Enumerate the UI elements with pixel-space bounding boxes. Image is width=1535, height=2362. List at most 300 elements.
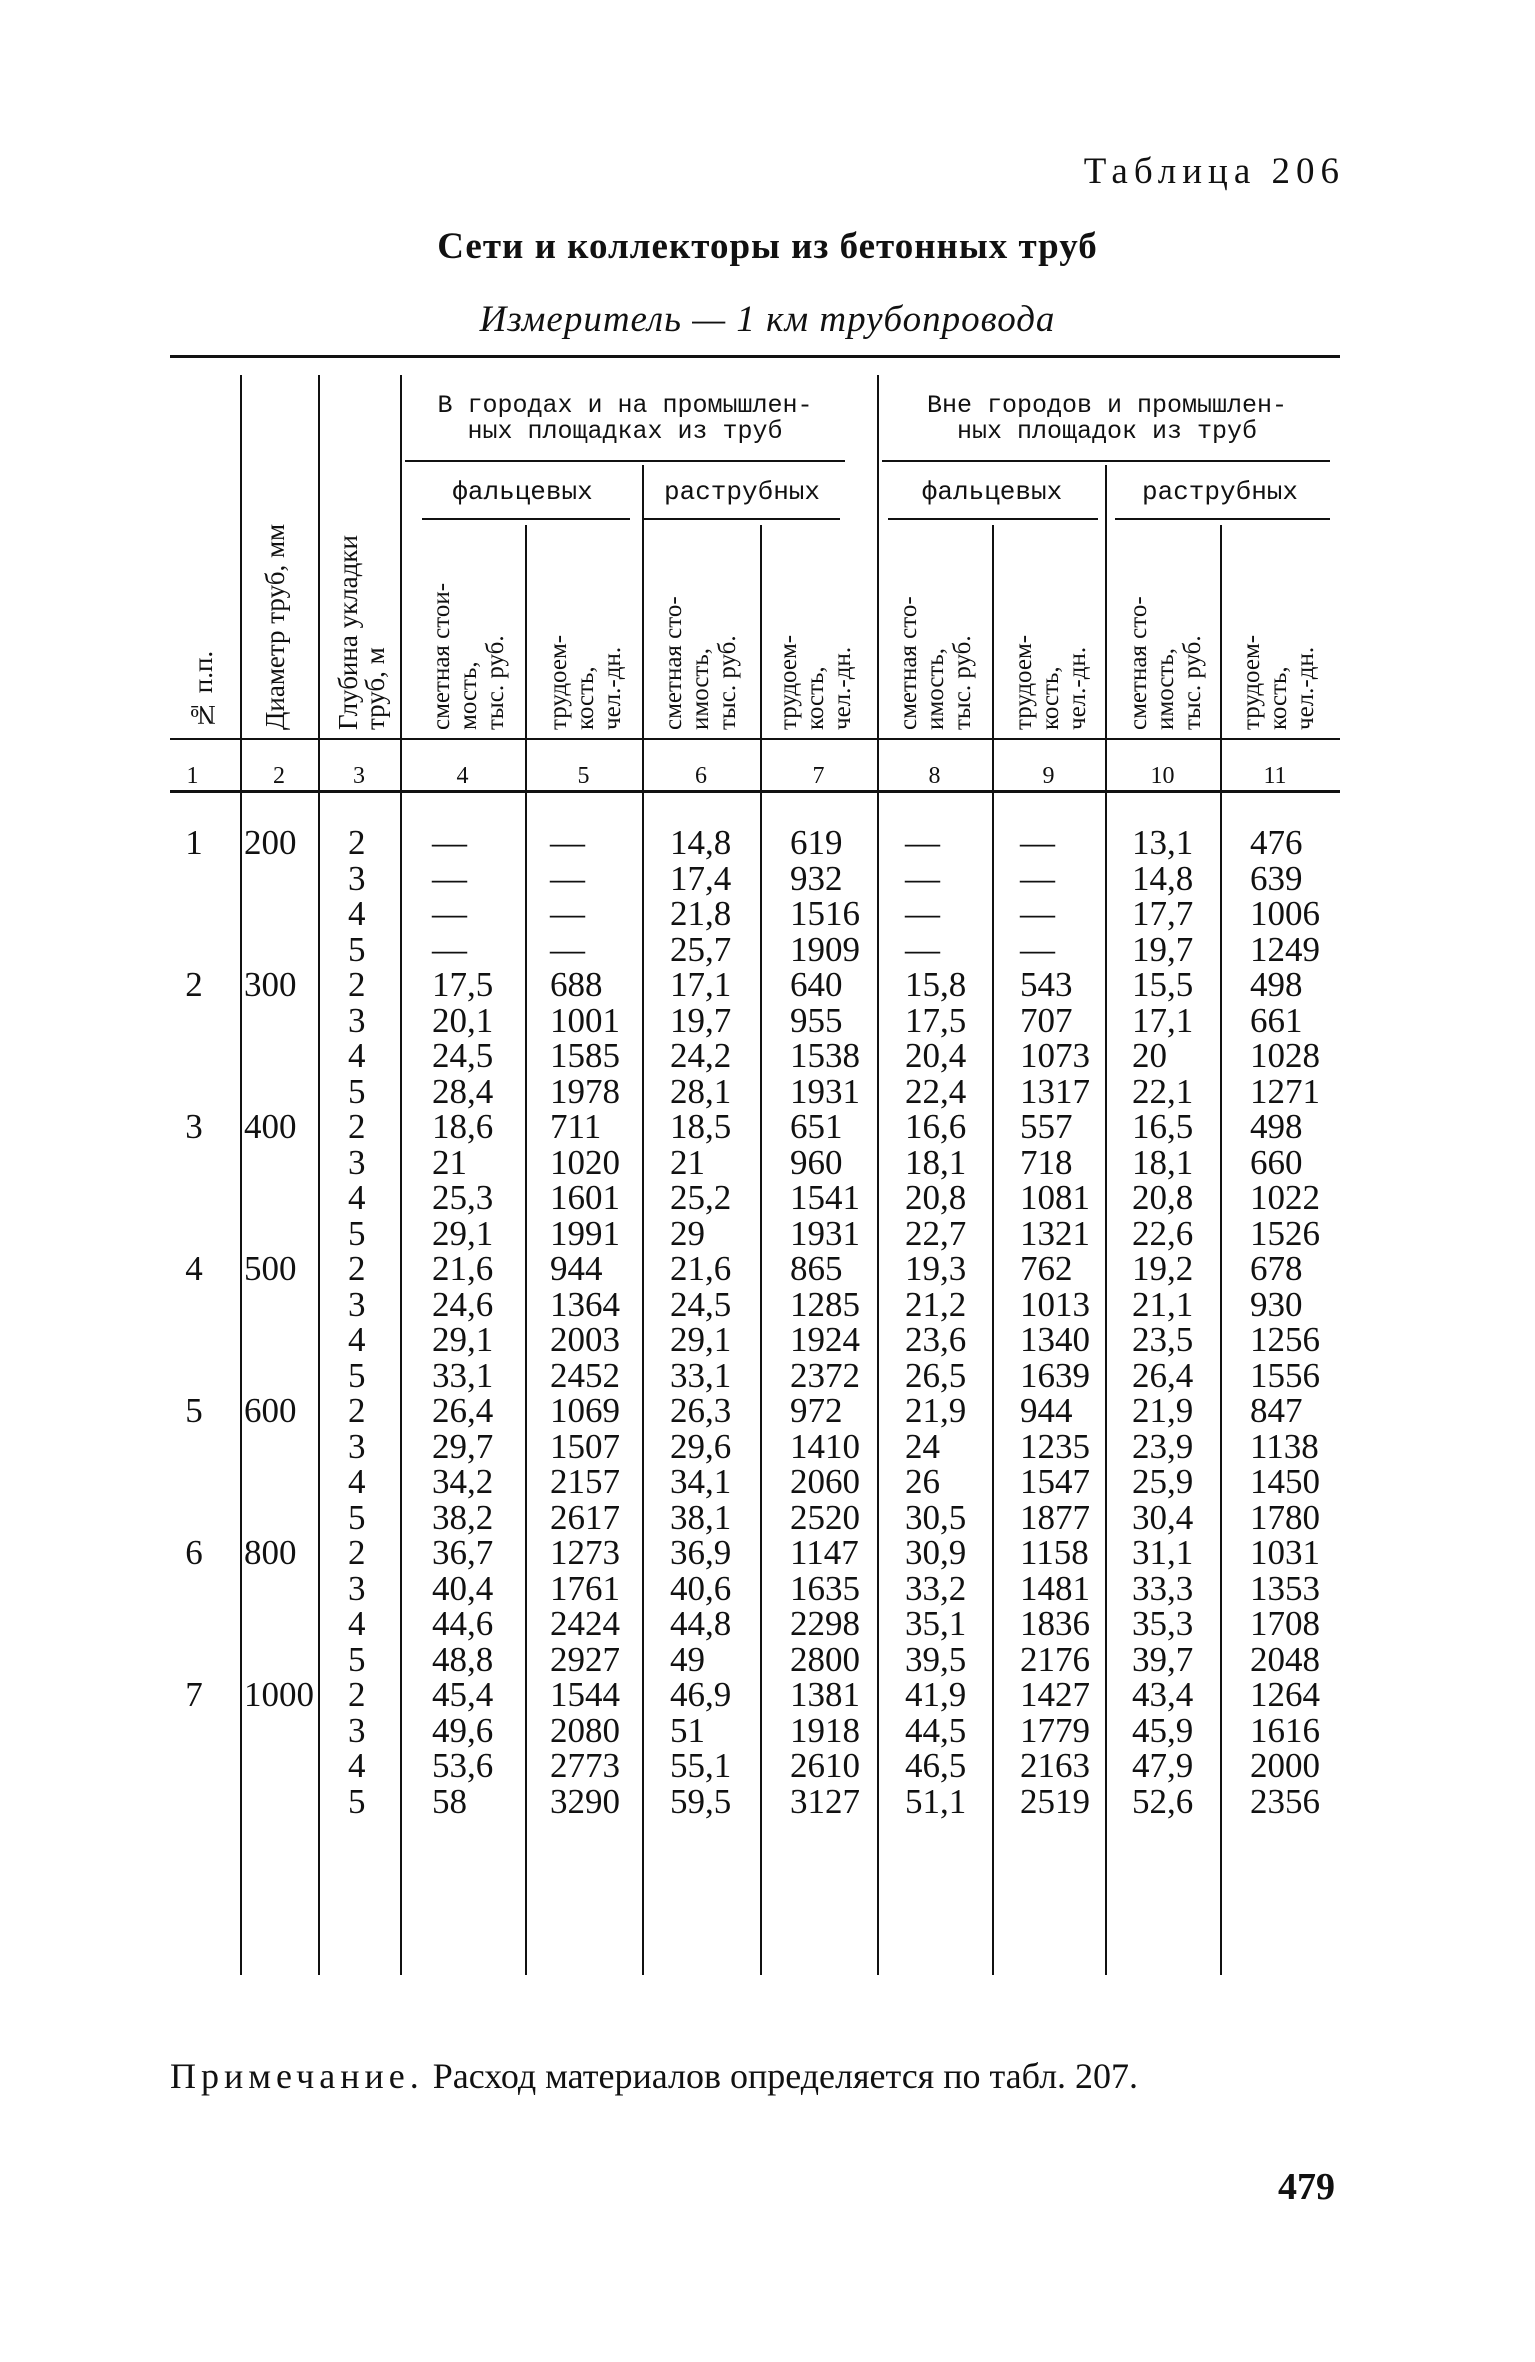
cell-c10: 19,2 [1132, 1249, 1194, 1288]
note-lead: Примечание. [170, 2056, 424, 2096]
cell-diameter [244, 1038, 314, 1074]
cell-c7: 1410 [790, 1426, 860, 1466]
cell-c6: 51 [670, 1710, 705, 1750]
cell-c11: 1138 [1250, 1426, 1319, 1466]
cell-diameter [244, 1500, 314, 1536]
cell-num [170, 1358, 218, 1394]
cell-c10: 16,5 [1132, 1107, 1194, 1146]
cell-c11: 1780 [1250, 1497, 1320, 1537]
cell-c5: 2003 [550, 1320, 620, 1359]
cell-c6: 14,8 [670, 823, 732, 862]
cell-diameter [244, 1322, 314, 1358]
cell-c10: 20 [1132, 1036, 1167, 1075]
cell-c10: 14,8 [1132, 858, 1194, 898]
cell-c9: 1427 [1020, 1675, 1090, 1714]
subgroup-rule-1 [422, 518, 630, 520]
cell-c5: — [550, 823, 585, 862]
cell-diameter [244, 1074, 314, 1110]
cell-num [170, 1571, 218, 1607]
table-label: Таблица 206 [1083, 151, 1345, 192]
cell-c4: 18,6 [432, 1107, 494, 1146]
cell-c10: 33,3 [1132, 1568, 1194, 1608]
cell-c10: 17,7 [1132, 894, 1194, 933]
cell-c8: 23,6 [905, 1320, 967, 1359]
cell-c9: 944 [1020, 1391, 1073, 1430]
cell-c4: 29,1 [432, 1320, 494, 1359]
cell-c7: 1381 [790, 1675, 860, 1714]
cell-num: 3 [185, 1107, 203, 1146]
cell-num [170, 1642, 218, 1678]
cell-c7: 1924 [790, 1320, 860, 1359]
cell-c4: 33,1 [432, 1355, 494, 1395]
colnum-9: 9 [1042, 763, 1055, 789]
cell-c4: 48,8 [432, 1639, 494, 1679]
cell-diameter [244, 1464, 314, 1500]
cell-c8: — [905, 929, 940, 969]
cell-num [170, 1216, 218, 1252]
cell-c5: — [550, 894, 585, 933]
cell-c11: 930 [1250, 1284, 1303, 1324]
cell-c5: 1069 [550, 1391, 620, 1430]
cell-c6: 33,1 [670, 1355, 732, 1395]
cell-c9: 1158 [1020, 1533, 1089, 1572]
cell-c10: 39,7 [1132, 1639, 1194, 1679]
cell-c11: 1006 [1250, 894, 1320, 933]
cell-diameter [244, 1358, 314, 1394]
cell-c5: 2424 [550, 1604, 620, 1643]
group-rule-right [882, 460, 1330, 462]
cell-c9: 1013 [1020, 1284, 1090, 1324]
cell-c8: 26,5 [905, 1355, 967, 1395]
cell-c4: 29,7 [432, 1426, 494, 1466]
cell-c4: 44,6 [432, 1604, 494, 1643]
cell-c5: 1507 [550, 1426, 620, 1466]
cell-c10: 18,1 [1132, 1142, 1194, 1182]
cell-c8: 19,3 [905, 1249, 967, 1288]
cell-c7: 932 [790, 858, 843, 898]
header-diameter: Диаметр труб, мм [260, 523, 290, 730]
cell-diameter [244, 1287, 314, 1323]
page-number: 479 [1278, 2166, 1335, 2208]
cell-c7: 1541 [790, 1178, 860, 1217]
vline-8 [992, 525, 994, 1975]
column-labor-7 [790, 825, 860, 1819]
cell-c5: 1544 [550, 1675, 620, 1714]
cell-c4: — [432, 858, 467, 898]
cell-depth: 4 [348, 1036, 366, 1075]
cell-c8: 35,1 [905, 1604, 967, 1643]
cell-c6: 44,8 [670, 1604, 732, 1643]
cell-depth: 3 [348, 1568, 366, 1608]
cell-num: 6 [185, 1533, 203, 1572]
cell-diameter: 800 [244, 1533, 297, 1572]
cell-num [170, 1322, 218, 1358]
cell-c7: 1918 [790, 1710, 860, 1750]
cell-c9: 1081 [1020, 1178, 1090, 1217]
colnum-5: 5 [577, 763, 590, 789]
cell-c7: 1635 [790, 1568, 860, 1608]
cell-depth: 4 [348, 1746, 366, 1785]
cell-c8: 30,5 [905, 1497, 967, 1537]
header-labor-9: трудоем- кость, чел.-дн. [1010, 634, 1091, 730]
cell-c9: 2519 [1020, 1781, 1090, 1821]
cell-c11: 1616 [1250, 1710, 1320, 1750]
cell-c5: 3290 [550, 1781, 620, 1821]
cell-c11: 476 [1250, 823, 1303, 862]
colnum-4: 4 [456, 763, 469, 789]
units-caption: Измеритель — 1 км трубопровода [479, 299, 1056, 340]
cell-c5: 2080 [550, 1710, 620, 1750]
cell-c5: 711 [550, 1107, 602, 1146]
cell-c11: 678 [1250, 1249, 1303, 1288]
cell-num [170, 1145, 218, 1181]
cell-depth: 4 [348, 1604, 366, 1643]
header-bottom-rule [170, 738, 1340, 740]
cell-c6: 25,2 [670, 1178, 732, 1217]
cell-diameter [244, 1571, 314, 1607]
cell-c11: 1264 [1250, 1675, 1320, 1714]
cell-c7: 2800 [790, 1639, 860, 1679]
cell-num [170, 1500, 218, 1536]
cell-c6: 17,1 [670, 965, 732, 1004]
cell-c11: 1353 [1250, 1568, 1320, 1608]
cell-num [170, 1429, 218, 1465]
vline-1 [240, 375, 242, 1975]
vline-6 [760, 525, 762, 1975]
cell-c10: 13,1 [1132, 823, 1194, 862]
header-labor-11: трудоем- кость, чел.-дн. [1238, 634, 1319, 730]
cell-depth: 5 [348, 1639, 366, 1679]
cell-depth: 2 [348, 1107, 366, 1146]
cell-c11: 639 [1250, 858, 1303, 898]
cell-diameter: 400 [244, 1107, 297, 1146]
cell-diameter: 1000 [244, 1675, 314, 1714]
cell-c5: 1601 [550, 1178, 620, 1217]
cell-num [170, 1713, 218, 1749]
cell-c4: 36,7 [432, 1533, 494, 1572]
cell-num: 2 [185, 965, 203, 1004]
cell-c7: 2298 [790, 1604, 860, 1643]
cell-c6: 29 [670, 1213, 705, 1253]
vline-7 [877, 375, 879, 1975]
cell-c11: 1028 [1250, 1036, 1320, 1075]
group-city: В городах и на промышлен- ных площадках из труб [437, 391, 813, 446]
column-cost-6 [670, 825, 731, 1819]
cell-diameter [244, 1145, 314, 1181]
cell-c10: 45,9 [1132, 1710, 1194, 1750]
cell-num [170, 1074, 218, 1110]
cell-depth: 3 [348, 858, 366, 898]
cell-c11: 1556 [1250, 1355, 1320, 1395]
cell-c7: 3127 [790, 1781, 860, 1821]
cell-num [170, 1606, 218, 1642]
cell-depth: 5 [348, 1497, 366, 1537]
cell-c7: 1516 [790, 894, 860, 933]
cell-c9: 1877 [1020, 1497, 1090, 1537]
colnum-3: 3 [353, 763, 365, 789]
cell-c10: 21,9 [1132, 1391, 1194, 1430]
cell-depth: 5 [348, 1071, 366, 1111]
cell-diameter: 200 [244, 823, 297, 862]
cell-c7: 651 [790, 1107, 843, 1146]
cell-depth: 3 [348, 1426, 366, 1466]
cell-c6: 24,5 [670, 1284, 732, 1324]
cell-c10: 22,1 [1132, 1071, 1194, 1111]
cell-num [170, 1464, 218, 1500]
colnum-10: 10 [1150, 763, 1175, 789]
cell-c9: 718 [1020, 1142, 1073, 1182]
cell-c6: 28,1 [670, 1071, 732, 1111]
cell-c4: 28,4 [432, 1071, 494, 1111]
cell-c9: — [1020, 823, 1055, 862]
cell-c9: 1639 [1020, 1355, 1090, 1395]
cell-c4: 29,1 [432, 1213, 494, 1253]
header-cost-8: сметная сто- имость, тыс. руб. [895, 596, 976, 730]
colnum-7: 7 [812, 763, 825, 789]
colnum-2: 2 [273, 763, 285, 789]
column-labor-9 [1020, 825, 1090, 1819]
page-title: Сети и коллекторы из бетонных труб [437, 226, 1098, 267]
vline-4 [525, 525, 527, 1975]
sub-falts-city: фальцевых [452, 477, 593, 507]
group-outside: Вне городов и промышлен- ных площадок из труб [926, 391, 1288, 446]
cell-c10: 52,6 [1132, 1781, 1194, 1821]
cell-c7: 1147 [790, 1533, 859, 1572]
cell-diameter [244, 861, 314, 897]
vline-5 [642, 465, 644, 1975]
cell-c9: 1340 [1020, 1320, 1090, 1359]
cell-c5: 944 [550, 1249, 603, 1288]
cell-c11: 660 [1250, 1142, 1303, 1182]
cell-c10: 20,8 [1132, 1178, 1194, 1217]
vline-9 [1105, 465, 1107, 1975]
cell-c4: 20,1 [432, 1000, 494, 1040]
cell-c5: 1978 [550, 1071, 620, 1111]
cell-c5: 688 [550, 965, 603, 1004]
cell-depth: 5 [348, 1213, 366, 1253]
header-cost-10: сметная сто- имость, тыс. руб. [1125, 596, 1206, 730]
cell-c7: 640 [790, 965, 843, 1004]
cell-c9: 1547 [1020, 1462, 1090, 1501]
cell-c6: 17,4 [670, 858, 732, 898]
table-note [170, 2055, 1138, 2097]
cell-c6: 34,1 [670, 1462, 732, 1501]
column-diameter [244, 825, 314, 1819]
cell-c6: 21 [670, 1142, 705, 1182]
header-number: № п.п. [188, 650, 218, 730]
cell-c11: 498 [1250, 965, 1303, 1004]
cell-c5: 1991 [550, 1213, 620, 1253]
cell-c8: 18,1 [905, 1142, 967, 1182]
cell-c10: 15,5 [1132, 965, 1194, 1004]
vline-3 [400, 375, 402, 1975]
cell-c4: 17,5 [432, 965, 494, 1004]
header-cost-6: сметная сто- имость, тыс. руб. [660, 596, 741, 730]
cell-depth: 3 [348, 1142, 366, 1182]
cell-c5: 2773 [550, 1746, 620, 1785]
cell-c8: 16,6 [905, 1107, 967, 1146]
cell-c4: 40,4 [432, 1568, 494, 1608]
cell-depth: 2 [348, 1391, 366, 1430]
cell-c9: — [1020, 858, 1055, 898]
cell-c11: 1271 [1250, 1071, 1320, 1111]
group-rule-left [405, 460, 845, 462]
cell-c9: — [1020, 929, 1055, 969]
cell-c4: 24,5 [432, 1036, 494, 1075]
cell-c5: 1585 [550, 1036, 620, 1075]
cell-depth: 4 [348, 1320, 366, 1359]
subgroup-rule-4 [1115, 518, 1330, 520]
cell-depth: 5 [348, 929, 366, 969]
cell-c10: 30,4 [1132, 1497, 1194, 1537]
cell-c4: 53,6 [432, 1746, 494, 1785]
cell-c8: — [905, 894, 940, 933]
cell-num [170, 896, 218, 932]
cell-c9: 762 [1020, 1249, 1073, 1288]
cell-diameter: 600 [244, 1391, 297, 1430]
cell-c4: — [432, 929, 467, 969]
cell-c7: 1909 [790, 929, 860, 969]
cell-c10: 25,9 [1132, 1462, 1194, 1501]
sub-rastr-city: раструбных [663, 477, 821, 507]
cell-c11: 1249 [1250, 929, 1320, 969]
cell-c11: 2356 [1250, 1781, 1320, 1821]
cell-c9: 2163 [1020, 1746, 1090, 1785]
cell-c9: — [1020, 894, 1055, 933]
cell-c4: 58 [432, 1781, 467, 1821]
cell-num [170, 1784, 218, 1820]
cell-depth: 5 [348, 1781, 366, 1821]
cell-c10: 23,9 [1132, 1426, 1194, 1466]
cell-c11: 1526 [1250, 1213, 1320, 1253]
cell-diameter [244, 1216, 314, 1252]
column-cost-4 [432, 825, 493, 1819]
cell-c6: 49 [670, 1639, 705, 1679]
cell-c7: 865 [790, 1249, 843, 1288]
cell-c7: 2520 [790, 1497, 860, 1537]
cell-c5: 1761 [550, 1568, 620, 1608]
colnum-bottom-rule [170, 790, 1340, 793]
cell-c5: 1273 [550, 1533, 620, 1572]
cell-c8: 33,2 [905, 1568, 967, 1608]
cell-c6: 59,5 [670, 1781, 732, 1821]
subgroup-rule-2 [642, 518, 840, 520]
cell-c11: 1031 [1250, 1533, 1320, 1572]
colnum-8: 8 [928, 763, 941, 789]
cell-c5: 1020 [550, 1142, 620, 1182]
cell-c4: — [432, 894, 467, 933]
cell-num [170, 861, 218, 897]
cell-c9: 1836 [1020, 1604, 1090, 1643]
cell-c8: 26 [905, 1462, 940, 1501]
cell-c7: 1538 [790, 1036, 860, 1075]
cell-c6: 46,9 [670, 1675, 732, 1714]
cell-depth: 4 [348, 1462, 366, 1501]
cell-c7: 2060 [790, 1462, 860, 1501]
cell-c10: 19,7 [1132, 929, 1194, 969]
cell-c4: 38,2 [432, 1497, 494, 1537]
cell-c7: 2610 [790, 1746, 860, 1785]
colnum-11: 11 [1263, 763, 1287, 789]
cell-c5: 2157 [550, 1462, 620, 1501]
column-depth [348, 825, 366, 1819]
cell-num: 5 [185, 1391, 203, 1430]
cell-c7: 1931 [790, 1071, 860, 1111]
cell-c7: 1931 [790, 1213, 860, 1253]
cell-c4: 49,6 [432, 1710, 494, 1750]
cell-diameter [244, 896, 314, 932]
cell-c8: 21,9 [905, 1391, 967, 1430]
cell-diameter [244, 1180, 314, 1216]
cell-diameter [244, 932, 314, 968]
cell-num [170, 1038, 218, 1074]
cell-c6: 24,2 [670, 1036, 732, 1075]
cell-c9: 1317 [1020, 1071, 1090, 1111]
cell-num: 1 [185, 823, 203, 862]
cell-c6: 21,6 [670, 1249, 732, 1288]
cell-c11: 2048 [1250, 1639, 1320, 1679]
cell-c9: 557 [1020, 1107, 1073, 1146]
cell-c9: 1321 [1020, 1213, 1090, 1253]
cell-num: 4 [185, 1249, 203, 1288]
cell-c11: 847 [1250, 1391, 1303, 1430]
cell-c6: 38,1 [670, 1497, 732, 1537]
cell-c4: 24,6 [432, 1284, 494, 1324]
cell-c11: 2000 [1250, 1746, 1320, 1785]
cell-c8: 24 [905, 1426, 940, 1466]
cell-c6: 29,6 [670, 1426, 732, 1466]
header-labor-5: трудоем- кость, чел.-дн. [545, 634, 626, 730]
cell-c8: 44,5 [905, 1710, 967, 1750]
cell-c8: 22,7 [905, 1213, 967, 1253]
column-labor-11 [1250, 825, 1320, 1819]
cell-diameter: 300 [244, 965, 297, 1004]
cell-depth: 2 [348, 1675, 366, 1714]
cell-c11: 661 [1250, 1000, 1303, 1040]
cell-c10: 26,4 [1132, 1355, 1194, 1395]
cell-diameter [244, 1748, 314, 1784]
column-cost-8 [905, 825, 966, 1819]
cell-c5: — [550, 929, 585, 969]
cell-c8: 17,5 [905, 1000, 967, 1040]
colnum-6: 6 [695, 763, 707, 789]
cell-c6: 25,7 [670, 929, 732, 969]
cell-diameter [244, 1429, 314, 1465]
cell-diameter: 500 [244, 1249, 297, 1288]
cell-c8: 30,9 [905, 1533, 967, 1572]
cell-c5: 1001 [550, 1000, 620, 1040]
cell-num [170, 1287, 218, 1323]
cell-depth: 3 [348, 1284, 366, 1324]
cell-depth: 3 [348, 1000, 366, 1040]
cell-c7: 960 [790, 1142, 843, 1182]
cell-c4: 21,6 [432, 1249, 494, 1288]
cell-num [170, 932, 218, 968]
cell-c8: 46,5 [905, 1746, 967, 1785]
cell-c10: 22,6 [1132, 1213, 1194, 1253]
cell-c7: 955 [790, 1000, 843, 1040]
colnum-1: 1 [186, 763, 199, 789]
cell-c8: 22,4 [905, 1071, 967, 1111]
cell-diameter [244, 1606, 314, 1642]
cell-c4: 21 [432, 1142, 467, 1182]
cell-c8: 21,2 [905, 1284, 967, 1324]
cell-c10: 17,1 [1132, 1000, 1194, 1040]
table-top-rule [170, 355, 1340, 358]
header-depth: Глубина укладки труб, м [333, 535, 390, 730]
cell-c8: 20,4 [905, 1036, 967, 1075]
cell-c4: 45,4 [432, 1675, 494, 1714]
